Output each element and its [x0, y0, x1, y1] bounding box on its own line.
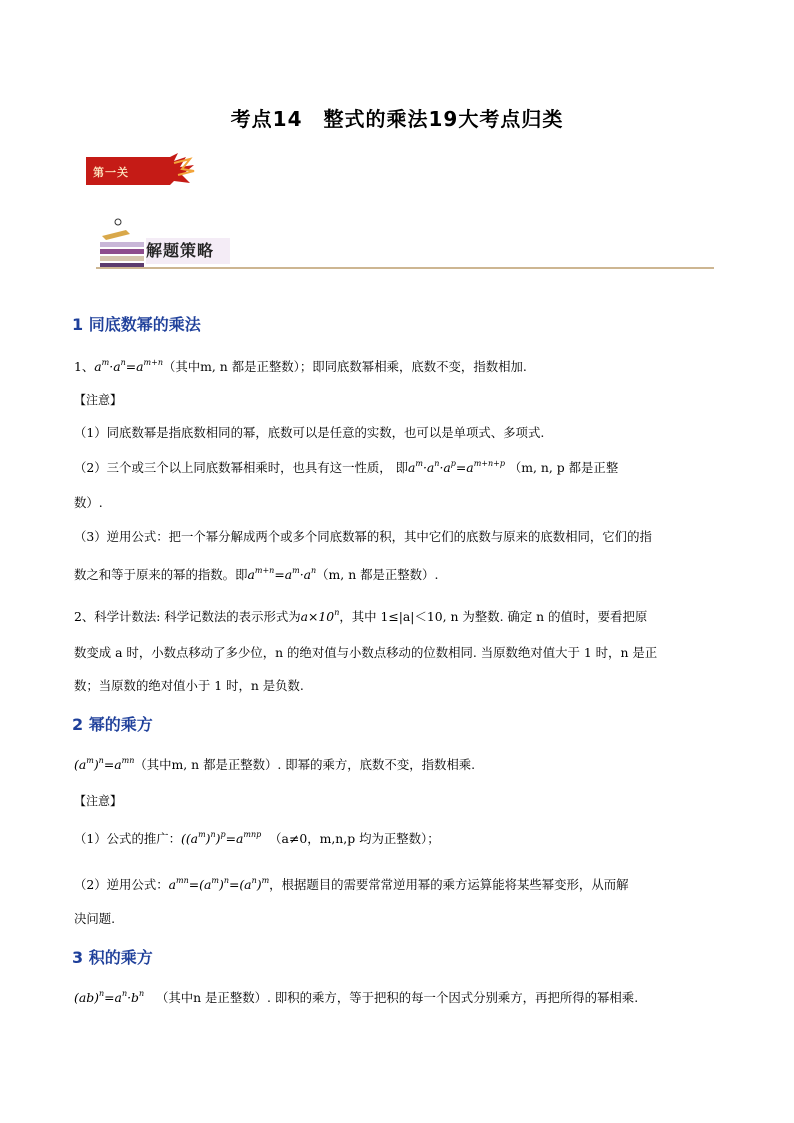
paragraph: 1、$a^m\cdot a^n=a^{m+n}$（其中m, n 都是正整数）；即同底数幂相乘，底数不变，指数相加. — [74, 358, 527, 374]
page-title: 考点14 整式的乘法19大考点归类 — [230, 107, 564, 131]
section-heading: 3 积的乘方 — [72, 948, 153, 967]
section-heading: 2 幂的乘方 — [72, 715, 153, 734]
paragraph: 数）. — [74, 495, 103, 510]
paragraph: 数；当原数的绝对值小于 1 时，n 是负数. — [74, 678, 304, 693]
note-label: 【注意】 — [74, 794, 123, 808]
strategy-heading: 解题策略 — [146, 241, 215, 260]
section-heading: 1 同底数幂的乘法 — [72, 315, 201, 334]
paragraph: （1）同底数幂是指底数相同的幂，底数可以是任意的实数，也可以是单项式、多项式. — [74, 425, 545, 440]
paragraph: （2）三个或三个以上同底数幂相乘时，也具有这一性质， 即$a^m\cdot a^n\cdot a^p=a^{m+n+p}$ （m, n, p 都是正整 — [74, 459, 619, 475]
note-label: 【注意】 — [74, 393, 123, 407]
paragraph: 决问题. — [74, 911, 116, 926]
paragraph: （2）逆用公式：$a^{mn}=(a^m)^n=(a^n)^m$，根据题目的需要常常逆用幂的乘方运算能将某些幂变形，从而解 — [74, 876, 629, 892]
paragraph: 数之和等于原来的幂的指数。即$a^{m+n}=a^m\cdot a^n(m$, n 都是正整数）. — [74, 566, 439, 582]
divider — [96, 267, 714, 269]
paragraph: 数变成 a 时，小数点移动了多少位，n 的绝对值与小数点移动的位数相同. 当原数绝对值大于 1 时，n 是正 — [74, 645, 658, 660]
paragraph: 2、科学计数法: 科学记数法的表示形式为$a\times 10^n$，其中 1≤|a|＜10, n 为整数. 确定 n 的值时，要看把原 — [74, 608, 648, 624]
paragraph: （3）逆用公式：把一个幂分解成两个或多个同底数幂的积，其中它们的底数与原来的底数相同，它们的指 — [74, 529, 652, 544]
banner-label: 第一关 — [93, 166, 129, 179]
paragraph: $(ab)^n=a^n\cdot b^n$ （其中n 是正整数）. 即积的乘方，等于把积的每一个因式分别乘方，再把所得的幂相乘. — [74, 989, 639, 1005]
paragraph: $(a^m)^n=a^{mn}$（其中m, n 都是正整数）. 即幂的乘方，底数不变，指数相乘. — [74, 756, 476, 772]
paragraph: （1）公式的推广：$((a^m)^n)^p=a^{mnp}$ （a≠0，m,n,p 均为正整数）； — [74, 830, 440, 846]
